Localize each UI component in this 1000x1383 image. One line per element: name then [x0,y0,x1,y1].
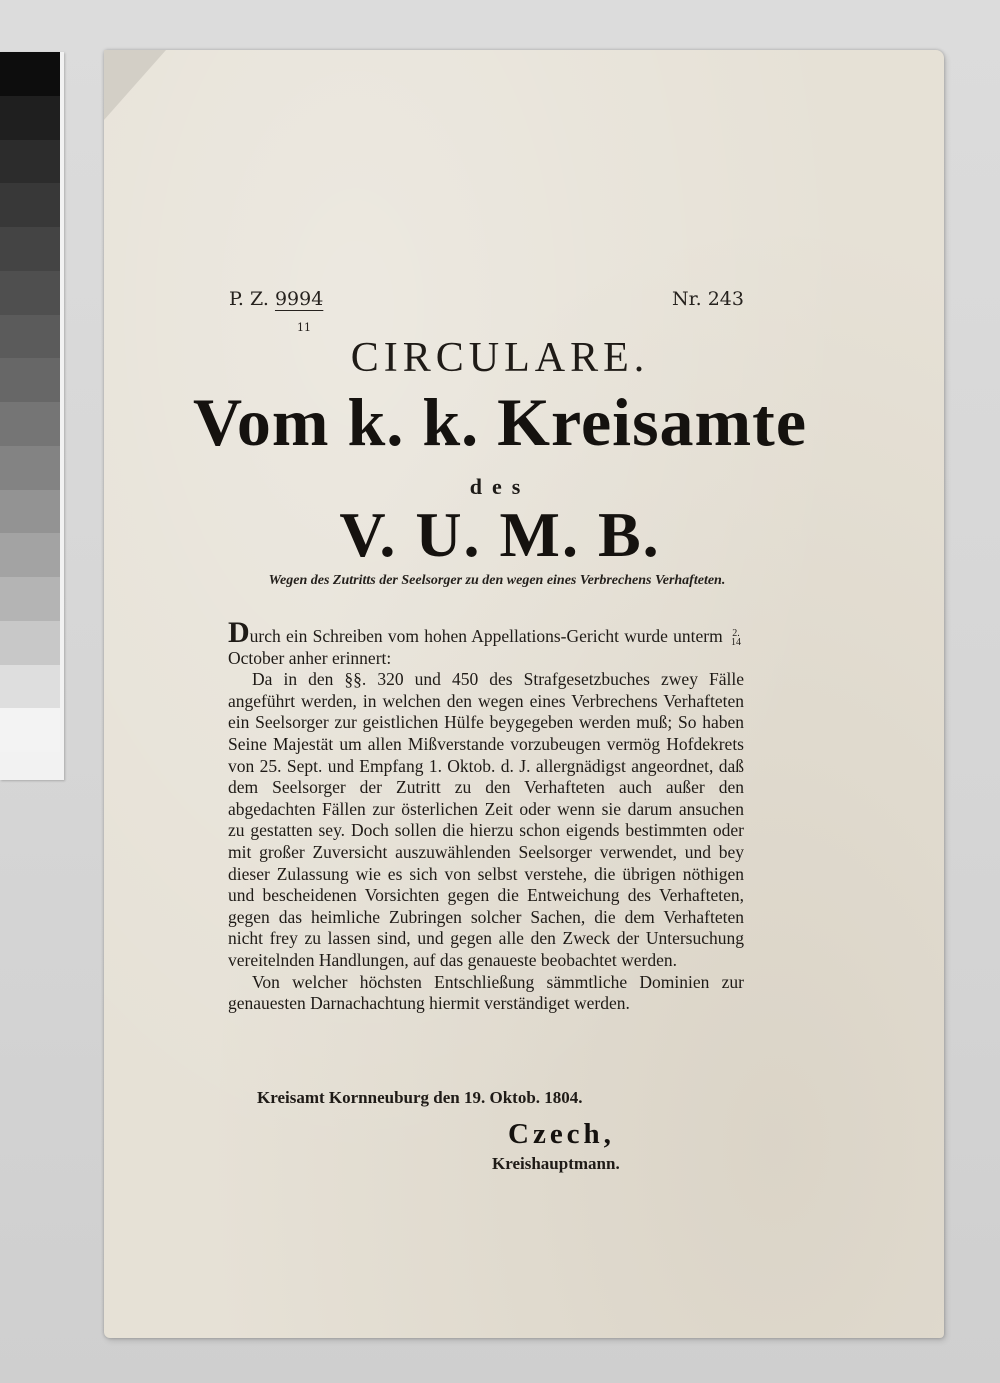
folded-corner [104,50,166,120]
reference-subnumber: 11 [297,321,311,334]
reference-number-value: 9994 [274,288,324,310]
calibration-patch [0,227,60,271]
calibration-patch [0,577,60,621]
calibration-patch [0,183,60,227]
calibration-patch [0,140,60,184]
calibration-patch [0,665,60,709]
closing-paragraph: Von welcher höchsten Entschließung sämmtliche Dominien zur genauesten Darnachachtung hiermit verständiget werden. [228,971,744,1014]
main-paragraph: Da in den §§. 320 und 450 des Strafgesetzbuches zwey Fälle angeführt werden, in welchen den wegen eines Verbrechens Verhafteten ein Seelsorger zur geistlichen Hülfe beygegeben werden muß; So haben Seine Majestät um allen Mißverstande vorzubeugen vermög Hofdekrets von 25. Sept. und Empfang 1. Oktob. d. J. allergnädigst angeordnet, daß dem Seelsorger der Zutritt zu den Verhafteten auch außer den abgedachten Fällen zur österlichen Zeit oder wenn sie darum ansuchen zu gestatten sey. Doch sollen die hierzu schon eigends bestimmten oder mit großer Zuversicht auszuwählenden Seelsorger verwendet, und bey dieser Zulassung wie es sich von selbst verstehe, die übrigen nöthigen und bescheidenen Vorsichten gegen die Entweichung des Verhafteten, gegen das heimliche Zubringen solcher Sachen, die dem Verhafteten nicht frey zu lassen sind, und gegen alle den Zweck der Untersuchung vereitelnden Handlungen, auf das genaueste beobachtet werden. [228,669,744,970]
circular-body [228,616,744,1015]
intro-paragraph [228,616,744,669]
issuing-authority: Vom k. k. Kreisamte [193,384,807,460]
reference-number [229,288,323,310]
date-fraction-top: 2. [732,627,740,639]
signatory-name: Czech, [508,1118,615,1150]
intro-text-after: October anher erinnert: [228,647,392,668]
calibration-patch [0,271,60,315]
subject-line: Wegen des Zutritts der Seelsorger zu den wegen eines Verbrechens Verhafteten. [268,573,726,588]
calibration-patch [0,52,60,96]
circular-number: Nr. 243 [672,288,744,310]
district-name: V. U. M. B. [339,499,661,570]
calibration-patch [0,708,60,752]
reference-prefix: P. Z. [229,288,269,310]
intro-text-before: Durch ein Schreiben vom hohen Appellations-Gericht wurde unterm [228,616,723,649]
document-heading: CIRCULARE. [350,335,650,381]
calibration-patch [0,96,60,140]
signatory-title: Kreishauptmann. [492,1154,620,1173]
date-fraction-bottom: 14 [731,636,742,648]
date-fraction [731,629,741,647]
authority-connector: des [469,474,531,499]
place-and-date: Kreisamt Kornneuburg den 19. Oktob. 1804. [257,1088,583,1107]
calibration-patch [0,621,60,665]
